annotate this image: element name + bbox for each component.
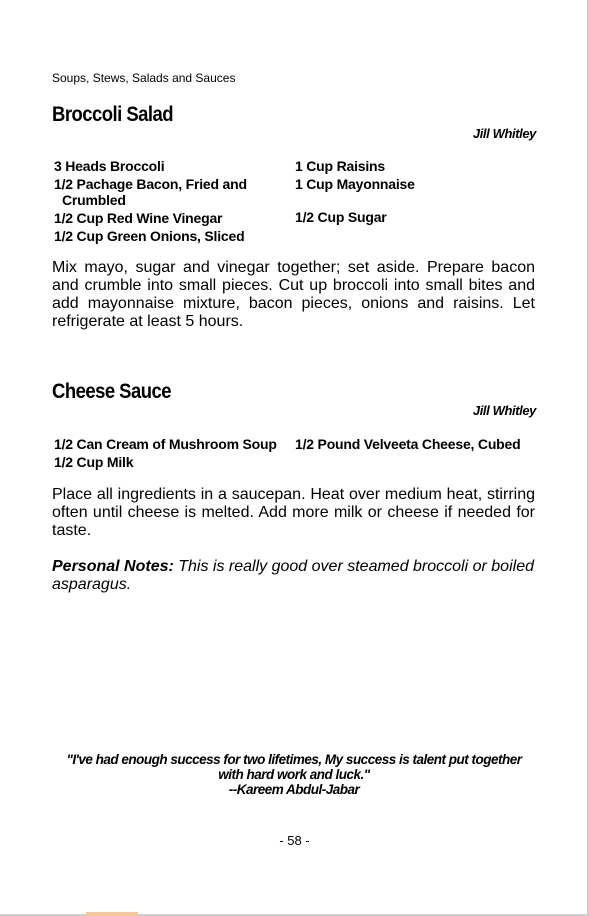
ingredient-item: 1 Cup Raisins	[295, 158, 385, 174]
ingredients-right-column	[295, 158, 535, 227]
personal-notes	[52, 558, 536, 594]
page-edge-accent	[86, 912, 138, 916]
recipe-author: Jill Whitley	[472, 403, 536, 418]
recipe-title-cheese-sauce: Cheese Sauce	[52, 380, 171, 403]
ingredients-right-column	[295, 436, 537, 454]
page-number: - 58 -	[279, 833, 310, 848]
ingredient-item: 1/2 Pachage Bacon, Fried and Crumbled	[54, 176, 247, 208]
ingredient-item: 1 Cup Mayonnaise	[295, 176, 415, 192]
section-header: Soups, Stews, Salads and Sauces	[52, 71, 236, 85]
recipe-directions: Place all ingredients in a saucepan. Heat over medium heat, stirring often until cheese is melted. Add more milk or cheese if needed for taste.	[52, 486, 535, 539]
ingredient-item: 1/2 Cup Sugar	[295, 209, 387, 225]
recipe-directions: Mix mayo, sugar and vinegar together; set aside. Prepare bacon and crumble into small pieces. Cut up broccoli into small bites and add mayonnaise mixture, bacon pieces, onions and raisins. Let refrigerate at least 5 hours.	[52, 259, 535, 330]
ingredient-item: 1/2 Cup Green Onions, Sliced	[54, 228, 245, 244]
ingredient-item: 1/2 Cup Milk	[54, 454, 134, 470]
ingredient-item: 3 Heads Broccoli	[54, 158, 165, 174]
quote-block	[52, 752, 536, 797]
personal-notes-text: This is really good over steamed broccoli or boiled asparagus.	[52, 558, 534, 593]
quote-line: with hard work and luck."	[218, 767, 370, 782]
recipe-author: Jill Whitley	[472, 126, 536, 141]
ingredient-item: 1/2 Pound Velveeta Cheese, Cubed	[295, 436, 521, 452]
recipe-title-broccoli-salad: Broccoli Salad	[52, 103, 173, 126]
ingredients-left-column	[54, 158, 290, 246]
ingredient-item: 1/2 Cup Red Wine Vinegar	[54, 210, 223, 226]
ingredients-left-column	[54, 436, 294, 472]
quote-attribution: --Kareem Abdul-Jabar	[228, 782, 360, 797]
personal-notes-label: Personal Notes:	[52, 558, 174, 575]
ingredient-item: 1/2 Can Cream of Mushroom Soup	[54, 436, 277, 452]
quote-line: "I've had enough success for two lifetimes, My success is talent put together	[66, 752, 522, 767]
